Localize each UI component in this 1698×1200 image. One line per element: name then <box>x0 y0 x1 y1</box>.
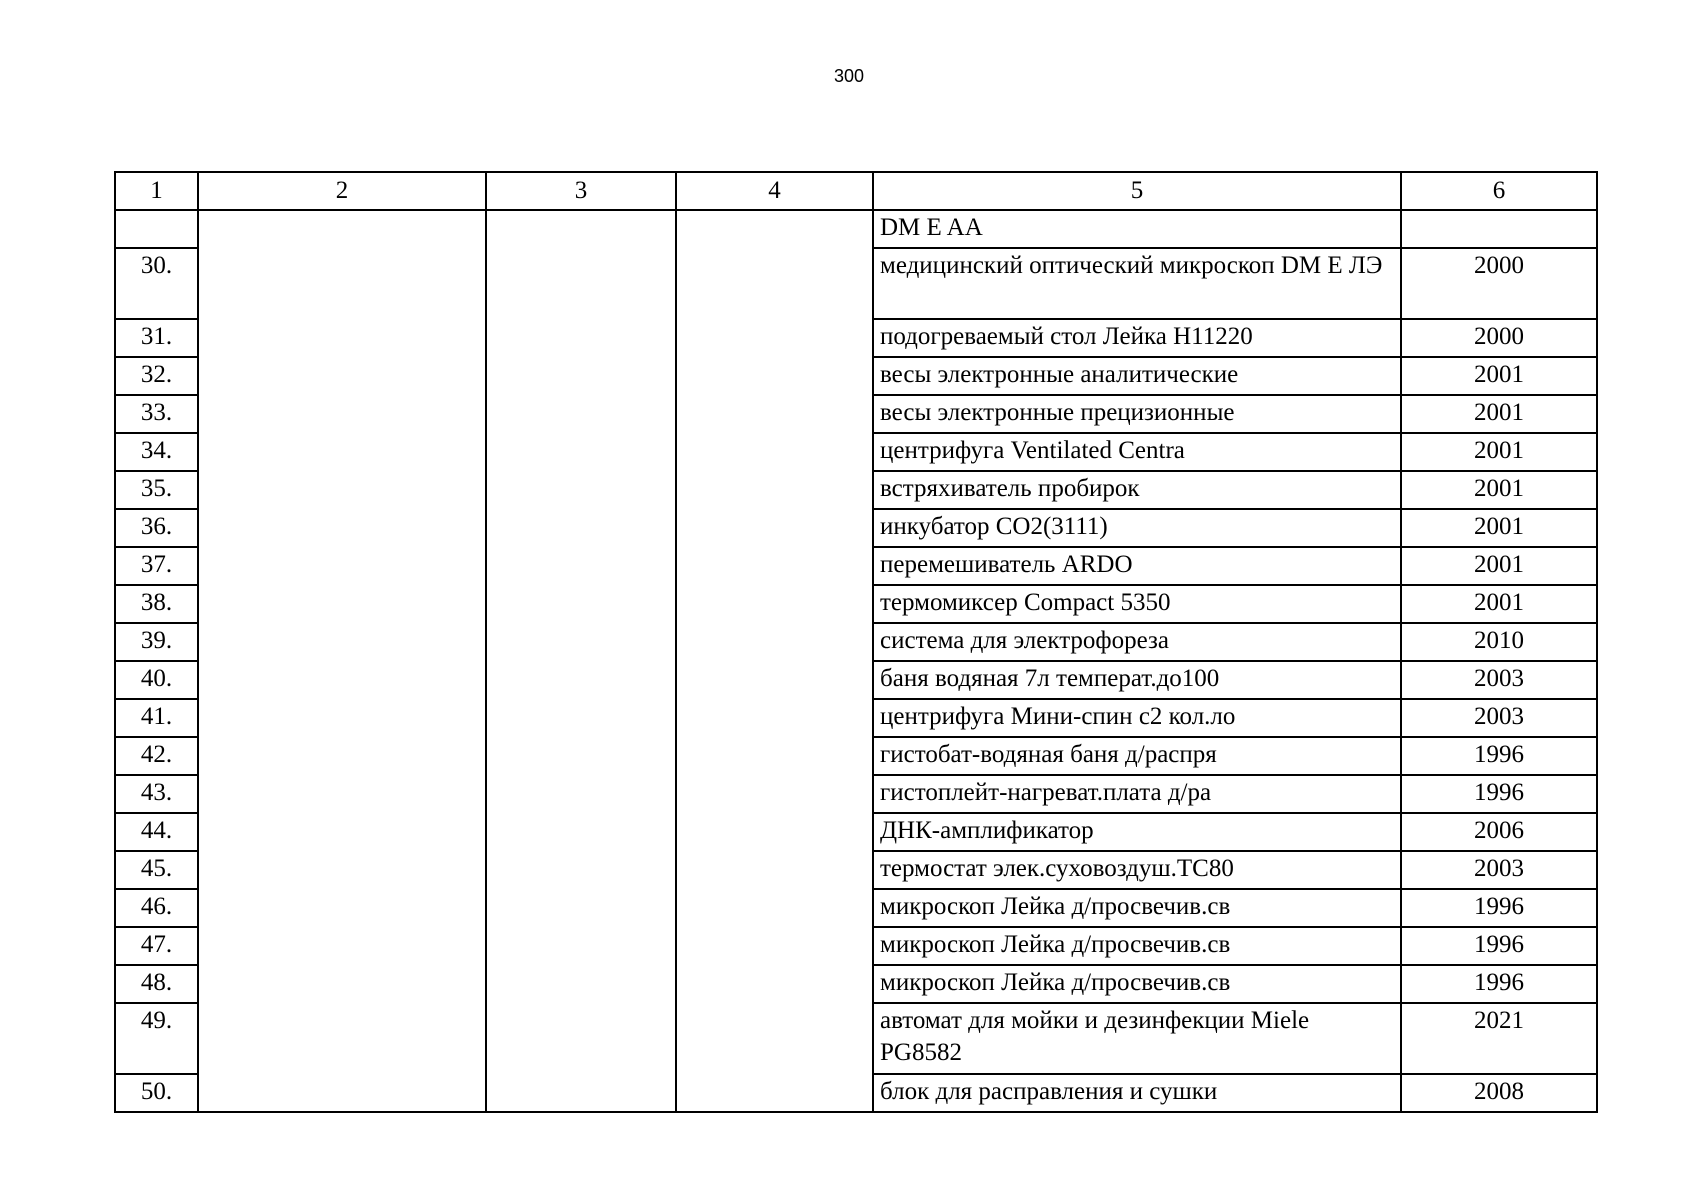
row-number: 36. <box>115 509 198 547</box>
header-col-3: 3 <box>486 172 676 210</box>
row-number: 41. <box>115 699 198 737</box>
equipment-name: термостат элек.суховоздуш.ТС80 <box>873 851 1401 889</box>
row-number: 48. <box>115 965 198 1003</box>
row-number: 37. <box>115 547 198 585</box>
equipment-name: система для электрофореза <box>873 623 1401 661</box>
header-col-5: 5 <box>873 172 1401 210</box>
equipment-name: баня водяная 7л температ.до100 <box>873 661 1401 699</box>
row-number: 49. <box>115 1003 198 1074</box>
header-col-1: 1 <box>115 172 198 210</box>
equipment-name: перемешиватель ARDO <box>873 547 1401 585</box>
equipment-year: 2000 <box>1401 319 1597 357</box>
equipment-year: 2001 <box>1401 547 1597 585</box>
equipment-year: 2021 <box>1401 1003 1597 1074</box>
equipment-name: блок для расправления и сушки <box>873 1074 1401 1112</box>
equipment-year <box>1401 210 1597 248</box>
equipment-name: медицинский оптический микроскоп DM E ЛЭ <box>873 248 1401 319</box>
equipment-name: весы электронные прецизионные <box>873 395 1401 433</box>
equipment-year: 2001 <box>1401 357 1597 395</box>
equipment-year: 2010 <box>1401 623 1597 661</box>
column-4-cell <box>676 210 873 1112</box>
equipment-year: 2001 <box>1401 585 1597 623</box>
equipment-name: центрифуга Мини-спин с2 кол.ло <box>873 699 1401 737</box>
equipment-name: микроскоп Лейка д/просвечив.св <box>873 965 1401 1003</box>
header-col-2: 2 <box>198 172 486 210</box>
header-col-4: 4 <box>676 172 873 210</box>
row-number: 30. <box>115 248 198 319</box>
row-number: 31. <box>115 319 198 357</box>
equipment-name: гистобат-водяная баня д/распря <box>873 737 1401 775</box>
row-number: 47. <box>115 927 198 965</box>
equipment-name: DM E AA <box>873 210 1401 248</box>
row-number: 43. <box>115 775 198 813</box>
equipment-name: микроскоп Лейка д/просвечив.св <box>873 889 1401 927</box>
row-number: 34. <box>115 433 198 471</box>
row-number: 44. <box>115 813 198 851</box>
row-number: 50. <box>115 1074 198 1112</box>
row-number <box>115 210 198 248</box>
equipment-year: 1996 <box>1401 965 1597 1003</box>
column-3-cell <box>486 210 676 1112</box>
row-number: 39. <box>115 623 198 661</box>
equipment-year: 2001 <box>1401 471 1597 509</box>
equipment-year: 1996 <box>1401 737 1597 775</box>
row-number: 35. <box>115 471 198 509</box>
equipment-name: микроскоп Лейка д/просвечив.св <box>873 927 1401 965</box>
row-number: 33. <box>115 395 198 433</box>
equipment-year: 2001 <box>1401 433 1597 471</box>
equipment-table <box>114 171 1598 1113</box>
equipment-name: гистоплейт-нагреват.плата д/ра <box>873 775 1401 813</box>
equipment-year: 1996 <box>1401 927 1597 965</box>
column-2-cell <box>198 210 486 1112</box>
equipment-name: весы электронные аналитические <box>873 357 1401 395</box>
row-number: 38. <box>115 585 198 623</box>
equipment-year: 2003 <box>1401 699 1597 737</box>
page-number: 300 <box>833 66 865 86</box>
equipment-year: 2003 <box>1401 661 1597 699</box>
row-number: 42. <box>115 737 198 775</box>
header-row <box>115 172 1597 210</box>
header-col-6: 6 <box>1401 172 1597 210</box>
row-number: 40. <box>115 661 198 699</box>
row-number: 32. <box>115 357 198 395</box>
equipment-name: центрифуга Ventilated Centra <box>873 433 1401 471</box>
table-row <box>115 210 1597 248</box>
equipment-year: 2000 <box>1401 248 1597 319</box>
equipment-year: 1996 <box>1401 889 1597 927</box>
equipment-year: 2001 <box>1401 395 1597 433</box>
table-body <box>115 210 1597 1112</box>
row-number: 45. <box>115 851 198 889</box>
equipment-name: встряхиватель пробирок <box>873 471 1401 509</box>
equipment-name: инкубатор СО2(3111) <box>873 509 1401 547</box>
equipment-year: 2003 <box>1401 851 1597 889</box>
row-number: 46. <box>115 889 198 927</box>
equipment-year: 2006 <box>1401 813 1597 851</box>
equipment-name: ДНК-амплификатор <box>873 813 1401 851</box>
equipment-year: 2001 <box>1401 509 1597 547</box>
equipment-year: 1996 <box>1401 775 1597 813</box>
equipment-name: термомиксер Compact 5350 <box>873 585 1401 623</box>
equipment-year: 2008 <box>1401 1074 1597 1112</box>
equipment-name: подогреваемый стол Лейка Н11220 <box>873 319 1401 357</box>
equipment-name: автомат для мойки и дезинфекции Miele PG8582 <box>873 1003 1401 1074</box>
